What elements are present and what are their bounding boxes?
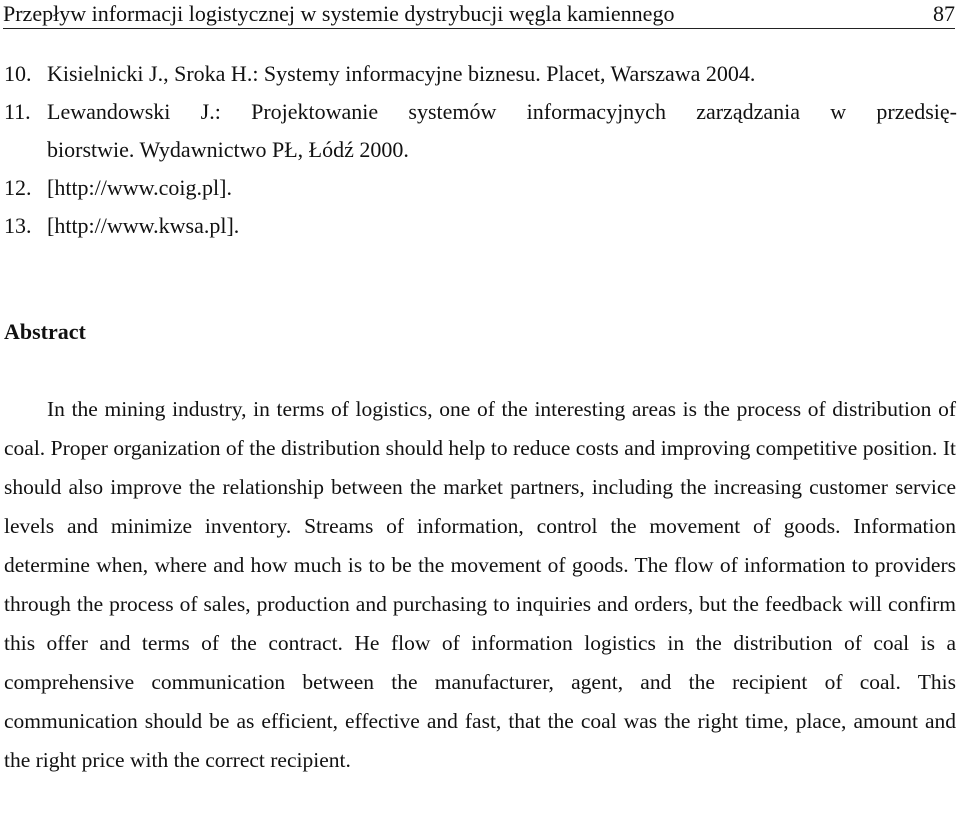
reference-text: Lewandowski J.: Projektowanie systemów informacyjnych zarządzania w przedsię- <box>47 99 957 124</box>
running-header <box>3 0 955 29</box>
reference-text: [http://www.kwsa.pl]. <box>47 213 240 238</box>
reference-item <box>4 212 956 240</box>
reference-item <box>4 98 956 126</box>
reference-number: 12. <box>4 175 32 200</box>
reference-number: 11. <box>4 99 31 124</box>
running-header-title: Przepływ informacji logistycznej w systemie dystrybucji węgla kamiennego <box>3 1 675 26</box>
reference-number: 10. <box>4 61 32 86</box>
reference-number: 13. <box>4 213 32 238</box>
reference-item <box>4 60 956 88</box>
reference-text-continuation: biorstwie. Wydawnictwo PŁ, Łódź 2000. <box>47 137 409 162</box>
page-number: 87 <box>933 1 955 26</box>
reference-item <box>4 174 956 202</box>
reference-text: Kisielnicki J., Sroka H.: Systemy informacyjne biznesu. Placet, Warszawa 2004. <box>47 61 756 86</box>
abstract-heading: Abstract <box>4 319 86 344</box>
reference-continuation <box>4 136 956 164</box>
reference-text: [http://www.coig.pl]. <box>47 175 232 200</box>
abstract-body: In the mining industry, in terms of logistics, one of the interesting areas is the process of distribution of coal. Proper organization of the distribution should help to reduce costs and improving competitive position. It should also improve the relationship between the market partners, including the increasing customer service levels and minimize inventory. Streams of information, control the movement of goods. Information determine when, where and how much is to be the movement of goods. The flow of information to providers through the process of sales, production and purchasing to inquiries and orders, but the feedback will confirm this offer and terms of the contract. He flow of information logistics in the distribution of coal is a comprehensive communication between the manufacturer, agent, and the recipient of coal. This communication should be as efficient, effective and fast, that the coal was the right time, place, amount and the right price with the correct recipient. <box>4 397 956 772</box>
